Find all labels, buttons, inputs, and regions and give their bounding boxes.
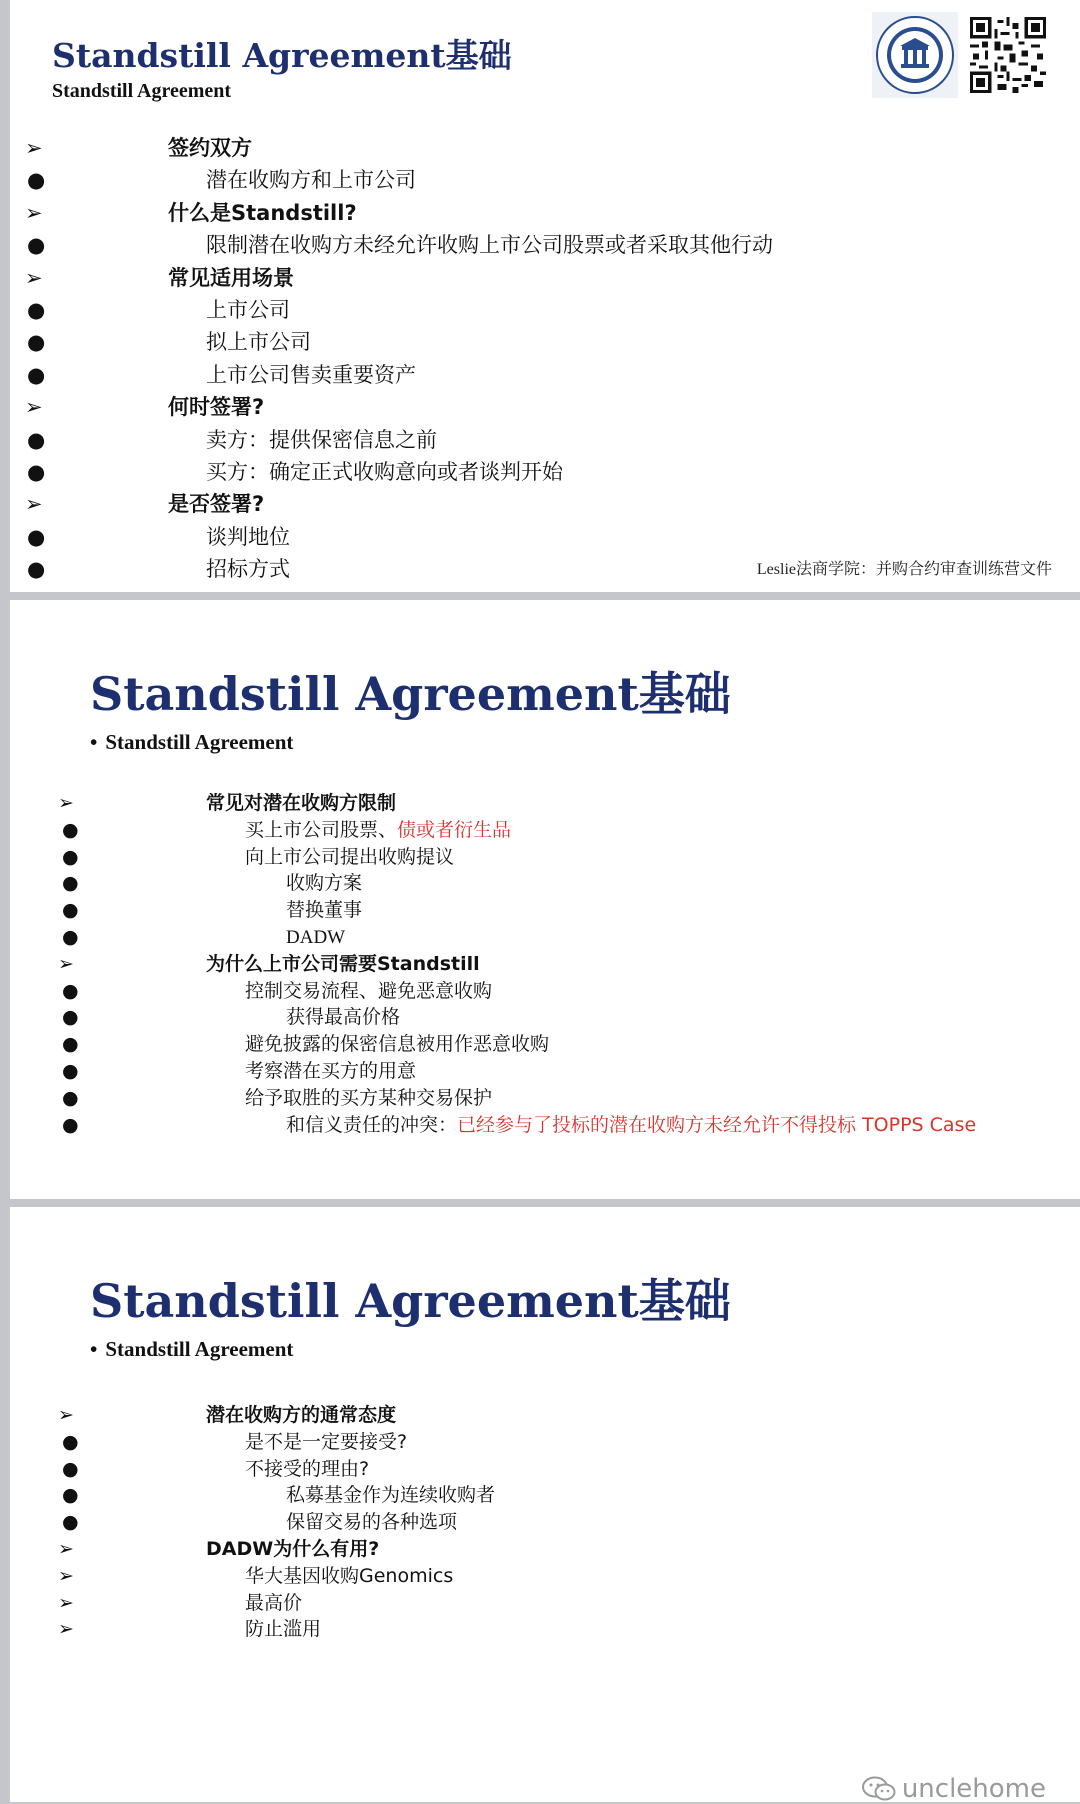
slide-subtitle: Standstill Agreement <box>52 80 232 102</box>
list-item: ➢ DADW为什么有用? <box>58 1537 380 1560</box>
list-item: ● 获得最高价格 <box>62 1006 401 1029</box>
list-item: ● 私募基金作为连续收购者 <box>62 1484 496 1507</box>
slide-title: Standstill Agreement基础 <box>90 1274 731 1328</box>
list-item: ● 招标方式 <box>27 557 290 582</box>
highlight-text: 已经参与了投标的潜在收购方未经允许不得投标 TOPPS Case <box>457 1113 977 1136</box>
highlight-text: 债或者衍生品 <box>397 818 512 841</box>
slide-footer: Leslie法商学院：并购合约审查训练营文件 <box>756 561 1052 578</box>
list-item: ● 考察潜在买方的用意 <box>62 1059 417 1082</box>
slide-1 <box>10 0 1080 592</box>
list-item: ● 拟上市公司 <box>27 330 311 355</box>
list-item: ➢ 是否签署? <box>25 492 265 517</box>
list-item: ➢ 何时签署? <box>25 395 265 420</box>
list-item: ● 保留交易的各种选项 <box>62 1511 458 1534</box>
list-item: ➢ 潜在收购方的通常态度 <box>58 1404 397 1426</box>
list-item: ● 上市公司售卖重要资产 <box>27 362 416 387</box>
list-item: ● 买方：确定正式收购意向或者谈判开始 <box>27 459 563 484</box>
list-item: ➢ 签约双方 <box>25 136 252 160</box>
school-seal-logo <box>872 12 958 98</box>
list-item: ● DADW <box>62 925 346 948</box>
list-item: ● 卖方：提供保密信息之前 <box>27 427 437 452</box>
list-item: ➢ 常见对潜在收购方限制 <box>58 792 397 814</box>
list-item: ● 避免披露的保密信息被用作恶意收购 <box>62 1033 550 1056</box>
outline-list <box>10 790 1080 1138</box>
list-item: ➢ 为什么上市公司需要Standstill <box>58 952 480 975</box>
watermark-text: unclehome <box>901 1774 1046 1804</box>
list-item: ➢ 什么是Standstill? <box>25 200 357 225</box>
list-item: ● 替换董事 <box>62 899 363 922</box>
wechat-icon <box>862 1776 896 1802</box>
slide-2 <box>10 600 1080 1199</box>
qr-code-icon <box>970 17 1046 93</box>
list-item: ➢ 最高价 <box>58 1591 303 1614</box>
list-item: ● 向上市公司提出收购提议 <box>62 845 455 868</box>
list-item: ➢ 常见适用场景 <box>25 265 294 290</box>
list-item: ● 收购方案 <box>62 872 363 895</box>
slide-3 <box>10 1207 1080 1802</box>
list-item: ● 不接受的理由? <box>62 1457 370 1480</box>
slide-title: Standstill Agreement基础 <box>52 36 512 75</box>
watermark <box>862 1774 1046 1804</box>
list-item: ● 买上市公司股票、债或者衍生品 <box>62 818 512 841</box>
list-item: ● 限制潜在收购方未经允许收购上市公司股票或者采取其他行动 <box>27 233 773 258</box>
list-item: ● 控制交易流程、避免恶意收购 <box>62 979 493 1002</box>
slide-title: Standstill Agreement基础 <box>90 667 731 721</box>
list-item: ● 是不是一定要接受? <box>62 1430 408 1453</box>
list-item: ➢ 防止滥用 <box>58 1618 322 1641</box>
list-item: ● 潜在收购方和上市公司 <box>27 168 416 193</box>
list-item: ● 和信义责任的冲突：已经参与了投标的潜在收购方未经允许不得投标 TOPPS Case <box>62 1113 977 1136</box>
outline-list <box>10 1402 1080 1643</box>
list-item: ● 上市公司 <box>27 297 290 322</box>
slide-subtitle: • Standstill Agreement <box>90 730 294 754</box>
outline-list <box>10 132 1080 585</box>
list-item: ➢ 华大基因收购Genomics <box>58 1564 454 1587</box>
list-item: ● 谈判地位 <box>27 524 290 549</box>
slide-subtitle: • Standstill Agreement <box>90 1337 294 1361</box>
list-item: ● 给予取胜的买方某种交易保护 <box>62 1086 493 1109</box>
